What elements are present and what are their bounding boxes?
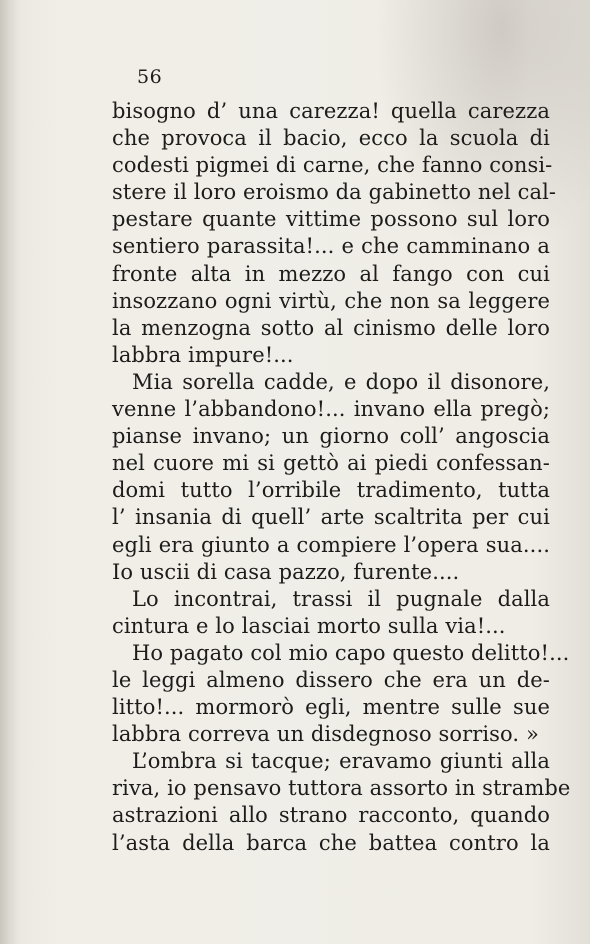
paragraph-end-line: Io uscii di casa pazzo, furente....	[112, 559, 460, 584]
text-line: astrazioni allo strano racconto, quando	[112, 803, 550, 828]
page-gutter-shadow	[0, 0, 16, 944]
text-line: nel cuore mi si gettò ai piedi confessan-	[112, 451, 550, 476]
text-line: riva, io pensavo tuttora assorto in strambe	[112, 776, 571, 801]
text-line: litto!... mormorò egli, mentre sulle sue	[112, 695, 550, 720]
text-line: la menzogna sotto al cinismo delle loro	[112, 315, 550, 340]
text-line: pestare quante vittime possono sul loro	[112, 207, 550, 232]
paragraph-start-line: Mia sorella cadde, e dopo il disonore,	[132, 369, 550, 394]
text-line: che provoca il bacio, ecco la scuola di	[112, 126, 550, 151]
text-line: l’asta della barca che battea contro la	[112, 830, 550, 855]
paragraph-start-line: Lo incontrai, trassi il pugnale dalla	[132, 586, 550, 611]
paragraph-end-line: labbra correva un disdegnoso sorriso. »	[112, 722, 539, 747]
paragraph-end-line: cintura e lo lasciai morto sulla via!...	[112, 613, 506, 638]
text-line: insozzano ogni virtù, che non sa leggere	[112, 288, 550, 313]
text-line: codesti pigmei di carne, che fanno consi-	[112, 153, 553, 178]
paragraph-start-line: Ho pagato col mio capo questo delitto!...	[132, 640, 570, 665]
text-line: sentiero parassita!... e che camminano a	[112, 234, 550, 259]
page-number: 56	[137, 66, 163, 88]
text-line: bisogno d’ una carezza! quella carezza	[112, 99, 550, 123]
text-line: domi tutto l’orribile tradimento, tutta	[112, 478, 550, 503]
paragraph-end-line: labbra impure!...	[112, 342, 294, 367]
text-line: venne l’abbandono!... invano ella pregò;	[112, 397, 550, 422]
text-line: l’ insania di quell’ arte scaltrita per cui	[112, 505, 550, 530]
text-line: fronte alta in mezzo al fango con cui	[112, 261, 550, 286]
text-line: egli era giunto a compiere l’opera sua....	[112, 532, 550, 557]
paragraph-start-line: L’ombra si tacque; eravamo giunti alla	[132, 749, 550, 774]
text-line: stere il loro eroismo da gabinetto nel cal-	[112, 180, 557, 205]
text-line: le leggi almeno dissero che era un de-	[112, 667, 550, 692]
text-line: pianse invano; un giorno coll’ angoscia	[112, 424, 550, 449]
body-text	[112, 98, 571, 857]
